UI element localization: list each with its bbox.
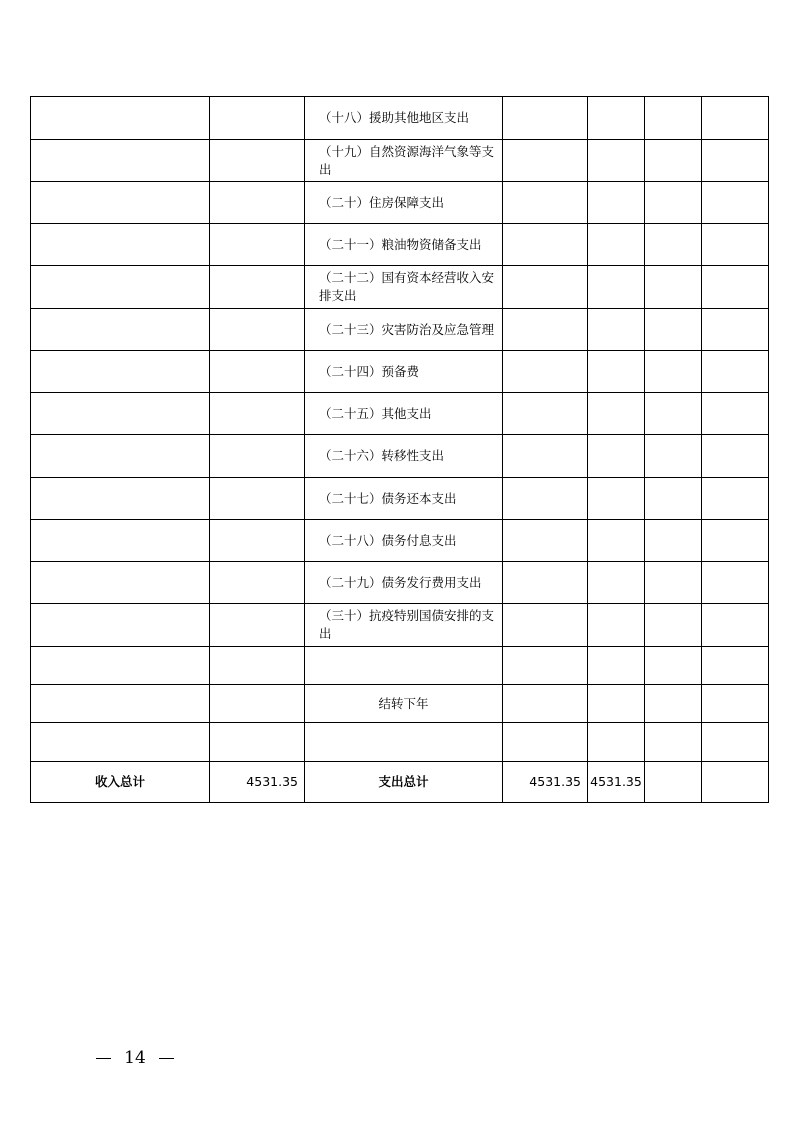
expense-total-value: 4531.35 (503, 762, 588, 803)
table-row (31, 309, 769, 351)
page-number-text: 14 (124, 1048, 146, 1068)
table-row (31, 647, 769, 685)
dash-left (96, 1058, 111, 1059)
income-total-value: 4531.35 (210, 762, 305, 803)
expense-item-label: （十八）援助其他地区支出 (305, 97, 503, 140)
table-row (31, 224, 769, 266)
table-row (31, 520, 769, 562)
expense-item-label: （二十七）债务还本支出 (305, 478, 503, 520)
table-row (31, 478, 769, 520)
totals-row (31, 762, 769, 803)
expense-item-label: （二十二）国有资本经营收入安排支出 (305, 266, 503, 309)
table-row (31, 435, 769, 478)
expense-item-label: （二十五）其他支出 (305, 393, 503, 435)
page-number (96, 1048, 174, 1068)
table-row (31, 140, 769, 182)
table-row (31, 182, 769, 224)
table-row (31, 604, 769, 647)
expense-item-label: （二十八）债务付息支出 (305, 520, 503, 562)
expense-total-label: 支出总计 (305, 762, 503, 803)
expense-item-label: （二十）住房保障支出 (305, 182, 503, 224)
table-row (31, 97, 769, 140)
expense-item-label: （十九）自然资源海洋气象等支出 (305, 140, 503, 182)
table-row (31, 685, 769, 723)
dash-right (159, 1058, 174, 1059)
income-total-label: 收入总计 (31, 762, 210, 803)
table-row (31, 393, 769, 435)
expense-item-label: （二十六）转移性支出 (305, 435, 503, 478)
expense-total-extra-value: 4531.35 (588, 762, 645, 803)
expense-item-label: （二十四）预备费 (305, 351, 503, 393)
expense-item-label: （二十九）债务发行费用支出 (305, 562, 503, 604)
table-row (31, 723, 769, 762)
expense-item-label: （二十三）灾害防治及应急管理 (305, 309, 503, 351)
table-row (31, 562, 769, 604)
table-row (31, 351, 769, 393)
expense-item-label: （三十）抗疫特别国债安排的支出 (305, 604, 503, 647)
expense-item-label: （二十一）粮油物资储备支出 (305, 224, 503, 266)
table-row (31, 266, 769, 309)
budget-table (30, 96, 769, 803)
carryover-label: 结转下年 (305, 685, 503, 723)
